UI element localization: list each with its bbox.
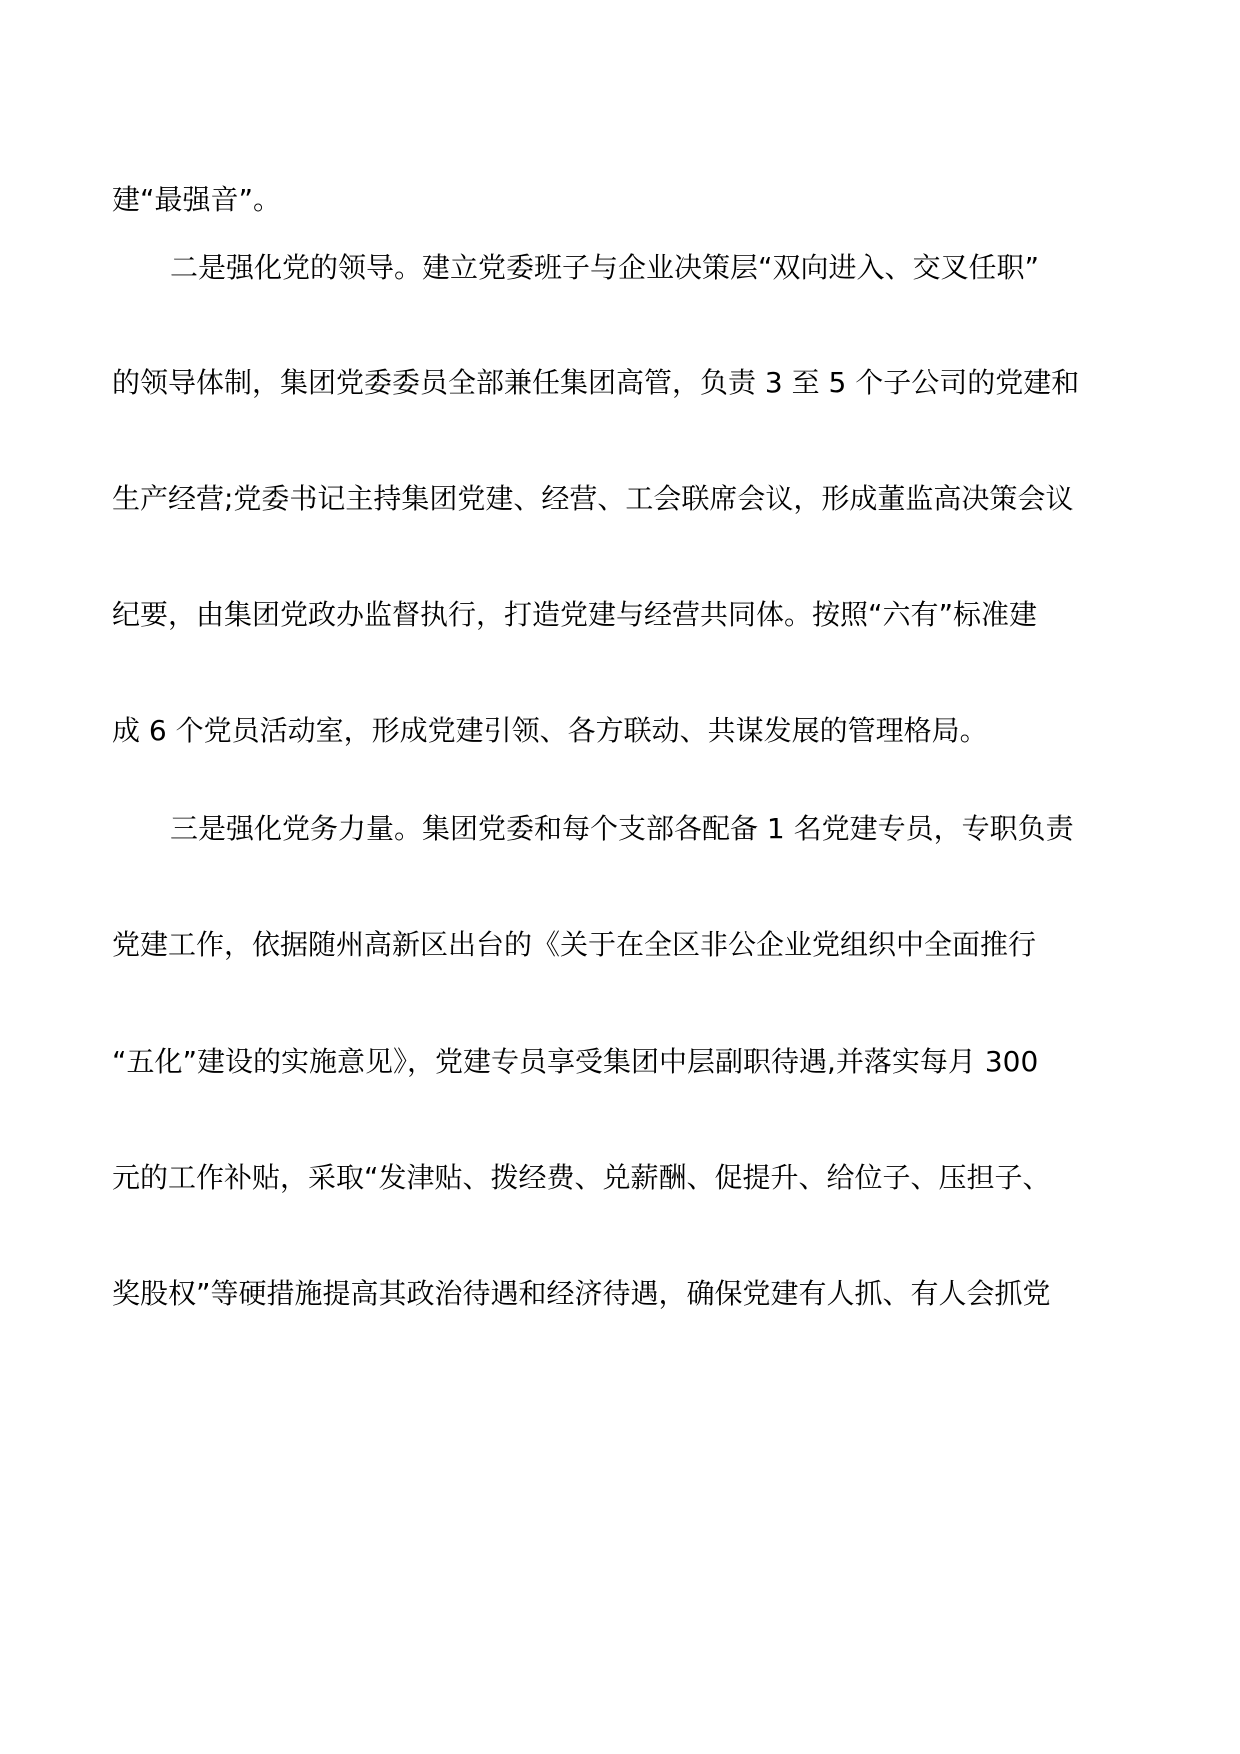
paragraph-3-line-3: “五化”建设的实施意见》，党建专员享受集团中层副职待遇,并落实每月 300 (112, 1045, 1039, 1078)
paragraph-3-line-1: 三是强化党务力量。集团党委和每个支部各配备 1 名党建专员，专职负责 (170, 812, 1074, 845)
paragraph-3-line-2: 党建工作，依据随州高新区出台的《关于在全区非公企业党组织中全面推行 (112, 928, 1037, 961)
paragraph-3-line-4: 元的工作补贴，采取“发津贴、拨经费、兑薪酬、促提升、给位子、压担子、 (112, 1161, 1051, 1194)
paragraph-2-line-2: 的领导体制，集团党委委员全部兼任集团高管，负责 3 至 5 个子公司的党建和 (112, 366, 1080, 399)
paragraph-2-line-3: 生产经营;党委书记主持集团党建、经营、工会联席会议，形成董监高决策会议 (112, 482, 1074, 515)
paragraph-2-line-5: 成 6 个党员活动室，形成党建引领、各方联动、共谋发展的管理格局。 (112, 714, 988, 747)
paragraph-2-line-1: 二是强化党的领导。建立党委班子与企业决策层“双向进入、交叉任职” (170, 251, 1040, 284)
text-line-1: 建“最强音”。 (112, 183, 282, 216)
paragraph-3-line-5: 奖股权”等硬措施提高其政治待遇和经济待遇，确保党建有人抓、有人会抓党 (112, 1277, 1051, 1310)
paragraph-2-line-4: 纪要，由集团党政办监督执行，打造党建与经营共同体。按照“六有”标准建 (112, 598, 1038, 631)
